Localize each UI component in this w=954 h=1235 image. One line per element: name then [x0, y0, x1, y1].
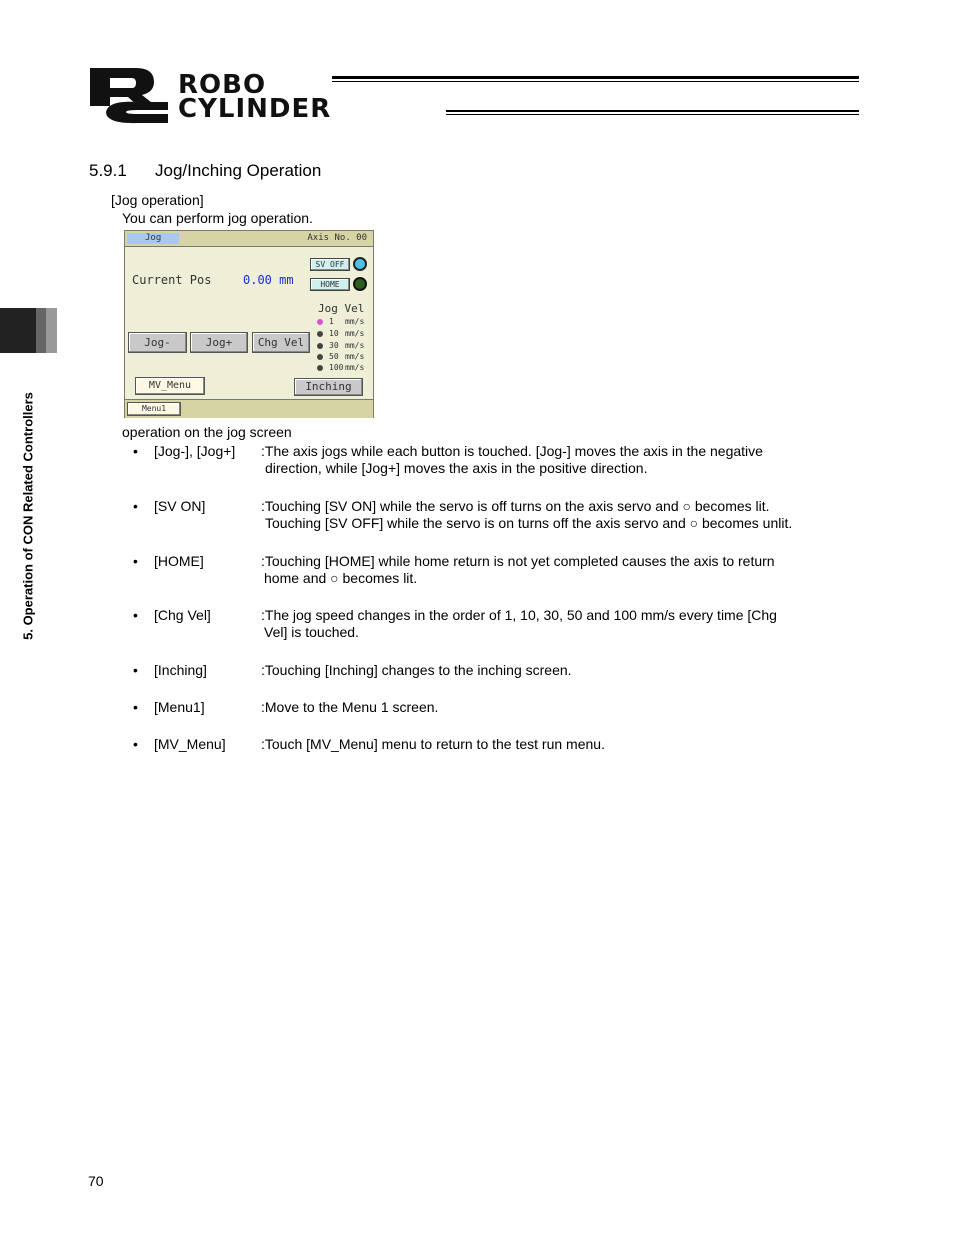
- header-rule-top: [332, 76, 859, 79]
- side-tab-block-light: [46, 308, 57, 353]
- page-number: 70: [88, 1173, 104, 1189]
- jog-vel-value: 50: [329, 352, 339, 361]
- jog-vel-value: 10: [329, 329, 339, 338]
- menu1-button[interactable]: Menu1: [127, 402, 181, 416]
- bullet-text: :Touching [HOME] while home return is not yet completed causes the axis to return: [261, 553, 775, 569]
- bullet-text-continued: Vel] is touched.: [264, 624, 359, 640]
- inching-button[interactable]: Inching: [294, 378, 363, 396]
- chg-vel-button[interactable]: Chg Vel: [252, 332, 310, 353]
- section-number: 5.9.1: [89, 161, 127, 180]
- jog-vel-option[interactable]: [317, 363, 364, 373]
- bullet-key: [Inching]: [154, 662, 207, 678]
- bullet-text: :Touching [SV ON] while the servo is off turns on the axis servo and ○ becomes lit.: [261, 498, 770, 514]
- jog-vel-option[interactable]: [317, 341, 364, 351]
- jog-vel-unit: mm/s: [345, 317, 365, 326]
- current-pos-value: 0.00 mm: [243, 273, 294, 287]
- bullet-icon: •: [133, 736, 138, 752]
- side-tab-label: 5. Operation of CON Related Controllers: [20, 392, 36, 640]
- bullet-text: :Touching [Inching] changes to the inching screen.: [261, 662, 572, 678]
- bullet-icon: •: [133, 443, 138, 459]
- section-title-text: Jog/Inching Operation: [155, 161, 322, 180]
- jog-vel-unit: mm/s: [345, 352, 365, 361]
- sv-lamp-icon: [353, 257, 367, 271]
- header-rule-bottom: [446, 110, 859, 112]
- bullet-text: :Move to the Menu 1 screen.: [261, 699, 439, 715]
- bullet-text-continued: direction, while [Jog+] moves the axis in the positive direction.: [265, 460, 648, 476]
- jog-vel-unit: mm/s: [345, 341, 365, 350]
- intro-text: You can perform jog operation.: [122, 210, 313, 226]
- bullet-key: [HOME]: [154, 553, 204, 569]
- radio-icon: [317, 343, 323, 349]
- mv-menu-button[interactable]: MV_Menu: [135, 377, 205, 395]
- jog-vel-option[interactable]: [317, 317, 364, 327]
- jog-screen-title-tab: Jog: [127, 233, 179, 244]
- header-rule-top-thin: [332, 81, 859, 82]
- bullet-icon: •: [133, 662, 138, 678]
- section-title: [89, 161, 321, 181]
- home-button[interactable]: HOME: [310, 278, 350, 291]
- jog-vel-option[interactable]: [317, 329, 364, 339]
- jog-vel-title: Jog Vel: [318, 302, 365, 315]
- bullet-key: [MV_Menu]: [154, 736, 226, 752]
- bullet-icon: •: [133, 699, 138, 715]
- side-tab-block: [0, 308, 36, 353]
- radio-icon: [317, 331, 323, 337]
- bullet-icon: •: [133, 553, 138, 569]
- jog-vel-value: 1: [329, 317, 334, 326]
- jog-screen: [124, 230, 374, 418]
- selected-radio-icon: [317, 319, 323, 325]
- robo-cylinder-logo: [88, 66, 438, 126]
- radio-icon: [317, 365, 323, 371]
- sv-off-button[interactable]: SV OFF: [310, 258, 350, 271]
- bullet-key: [Chg Vel]: [154, 607, 211, 623]
- bullet-text-continued: Touching [SV OFF] while the servo is on turns off the axis servo and ○ becomes unlit.: [265, 515, 793, 531]
- bullet-text: :The axis jogs while each button is touched. [Jog-] moves the axis in the negative: [261, 443, 763, 459]
- jog-vel-value: 30: [329, 341, 339, 350]
- bullet-text: :The jog speed changes in the order of 1, 10, 30, 50 and 100 mm/s every time [Chg: [261, 607, 777, 623]
- jog-vel-unit: mm/s: [345, 363, 365, 372]
- jog-vel-unit: mm/s: [345, 329, 365, 338]
- sub-heading: [Jog operation]: [111, 192, 204, 208]
- jog-vel-option[interactable]: [317, 352, 364, 362]
- bullet-key: [Jog-], [Jog+]: [154, 443, 236, 459]
- jog-plus-button[interactable]: Jog+: [190, 332, 248, 353]
- home-lamp-icon: [353, 277, 367, 291]
- bullet-key: [SV ON]: [154, 498, 206, 514]
- current-pos-label: Current Pos: [132, 273, 212, 287]
- rc-logo-mark: [88, 66, 438, 126]
- bullet-icon: •: [133, 498, 138, 514]
- axis-number: Axis No. 00: [307, 233, 367, 243]
- jog-minus-button[interactable]: Jog-: [128, 332, 187, 353]
- bullet-icon: •: [133, 607, 138, 623]
- jog-vel-value: 100: [329, 363, 344, 372]
- screen-caption: operation on the jog screen: [122, 424, 292, 440]
- bullet-text: :Touch [MV_Menu] menu to return to the test run menu.: [261, 736, 605, 752]
- side-tab-block-mid: [36, 308, 46, 353]
- header-rule-bottom-thin: [446, 114, 859, 115]
- jog-screen-titlebar: [125, 231, 373, 247]
- svg-text:CYLINDER: CYLINDER: [178, 94, 332, 124]
- radio-icon: [317, 354, 323, 360]
- jog-screen-footbar: [125, 399, 373, 418]
- bullet-key: [Menu1]: [154, 699, 205, 715]
- svg-text:ROBO: ROBO: [178, 70, 267, 100]
- bullet-text-continued: home and ○ becomes lit.: [264, 570, 418, 586]
